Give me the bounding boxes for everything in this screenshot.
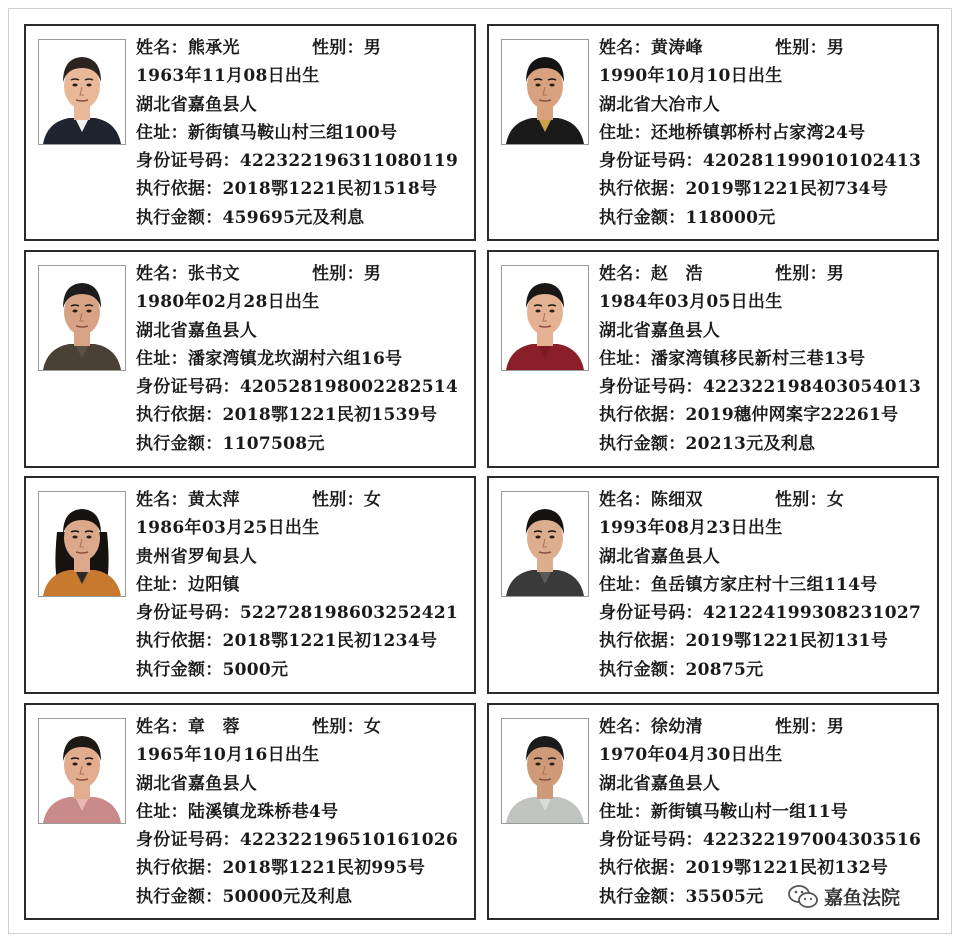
debtor-photo xyxy=(501,39,589,145)
debtor-name: 黄涛峰 xyxy=(650,38,703,58)
enforcement-amount-value: 35505元 xyxy=(685,886,764,907)
portrait-image xyxy=(502,40,588,144)
gender-label: 性别： xyxy=(312,38,364,58)
name-line xyxy=(136,260,466,288)
enforcement-basis-label: 执行依据： xyxy=(136,179,223,200)
debtor-name: 章 蓉 xyxy=(187,717,240,737)
name-label: 姓名： xyxy=(599,717,651,737)
gender-group xyxy=(312,486,381,514)
birth-date-line xyxy=(599,288,929,316)
debtor-name: 熊承光 xyxy=(187,38,240,58)
enforcement-amount-line xyxy=(136,204,466,232)
enforcement-amount-value: 459695元及利息 xyxy=(222,207,365,228)
enforcement-basis-label: 执行依据： xyxy=(136,631,223,652)
id-number-value: 422322197004303516 xyxy=(702,830,922,851)
name-line xyxy=(136,486,466,514)
enforcement-amount-label: 执行金额： xyxy=(136,659,223,680)
birth-date-line xyxy=(599,62,929,90)
address-line xyxy=(599,571,929,599)
address-label: 住址： xyxy=(599,122,651,143)
watermark xyxy=(788,883,900,910)
id-number-label: 身份证号码： xyxy=(599,151,703,172)
debtor-gender: 男 xyxy=(363,264,382,284)
portrait-image xyxy=(39,40,125,144)
enforcement-amount-line xyxy=(136,883,466,911)
debtor-card xyxy=(487,24,939,241)
birth-date-value: 1965年10月16日出生 xyxy=(136,745,320,766)
native-place-value: 湖北省大冶市人 xyxy=(599,94,721,115)
debtor-photo xyxy=(501,491,589,597)
native-place-line xyxy=(136,91,466,119)
enforcement-amount-line xyxy=(599,430,929,458)
debtor-name: 徐幼清 xyxy=(650,717,703,737)
id-number-label: 身份证号码： xyxy=(136,151,240,172)
debtor-card xyxy=(24,24,476,241)
name-line xyxy=(136,713,466,741)
debtor-info xyxy=(599,713,929,911)
debtor-gender: 女 xyxy=(363,490,382,510)
native-place-value: 湖北省嘉鱼县人 xyxy=(599,773,721,794)
id-number-line xyxy=(136,826,466,854)
address-label: 住址： xyxy=(136,574,188,595)
native-place-value: 湖北省嘉鱼县人 xyxy=(136,320,258,341)
enforcement-basis-value: 2019鄂1221民初131号 xyxy=(685,631,889,652)
enforcement-amount-line xyxy=(599,204,929,232)
enforcement-amount-label: 执行金额： xyxy=(136,207,223,228)
address-value: 新街镇马鞍山村一组11号 xyxy=(650,801,849,822)
id-number-line xyxy=(599,599,929,627)
name-label: 姓名： xyxy=(136,490,188,510)
enforcement-amount-value: 20875元 xyxy=(685,659,764,680)
enforcement-amount-value: 1107508元 xyxy=(222,433,325,454)
id-number-value: 421224199308231027 xyxy=(702,603,922,624)
native-place-line xyxy=(136,317,466,345)
name-label: 姓名： xyxy=(599,490,651,510)
id-number-value: 420281199010102413 xyxy=(702,151,922,172)
enforcement-basis-value: 2019鄂1221民初132号 xyxy=(685,858,889,879)
gender-label: 性别： xyxy=(775,717,827,737)
id-number-line xyxy=(599,826,929,854)
enforcement-basis-value: 2018鄂1221民初995号 xyxy=(222,858,426,879)
portrait-image xyxy=(39,719,125,823)
gender-group xyxy=(775,486,844,514)
name-line xyxy=(599,34,929,62)
enforcement-basis-line xyxy=(136,175,466,203)
enforcement-basis-line xyxy=(136,854,466,882)
address-value: 还地桥镇郭桥村占家湾24号 xyxy=(650,122,866,143)
native-place-value: 湖北省嘉鱼县人 xyxy=(599,546,721,567)
debtor-info xyxy=(136,713,466,911)
gender-label: 性别： xyxy=(775,38,827,58)
birth-date-value: 1986年03月25日出生 xyxy=(136,518,320,539)
address-label: 住址： xyxy=(599,348,651,369)
enforcement-basis-value: 2018鄂1221民初1234号 xyxy=(222,631,438,652)
debtor-card xyxy=(24,703,476,920)
enforcement-amount-label: 执行金额： xyxy=(136,886,223,907)
gender-label: 性别： xyxy=(312,717,364,737)
enforcement-amount-label: 执行金额： xyxy=(136,433,223,454)
id-number-label: 身份证号码： xyxy=(599,377,703,398)
enforcement-basis-label: 执行依据： xyxy=(136,405,223,426)
birth-date-line xyxy=(599,741,929,769)
gender-group xyxy=(775,713,844,741)
birth-date-value: 1980年02月28日出生 xyxy=(136,292,320,313)
enforcement-basis-line xyxy=(136,401,466,429)
native-place-line xyxy=(599,317,929,345)
gender-label: 性别： xyxy=(312,264,364,284)
birth-date-value: 1984年03月05日出生 xyxy=(599,292,783,313)
id-number-label: 身份证号码： xyxy=(599,603,703,624)
birth-date-value: 1963年11月08日出生 xyxy=(136,66,320,87)
portrait-image xyxy=(39,492,125,596)
native-place-value: 贵州省罗甸县人 xyxy=(136,546,258,567)
birth-date-line xyxy=(136,62,466,90)
address-value: 陆溪镇龙珠桥巷4号 xyxy=(187,801,339,822)
debtor-gender: 女 xyxy=(363,717,382,737)
gender-group xyxy=(775,34,844,62)
native-place-line xyxy=(136,770,466,798)
debtor-card xyxy=(487,476,939,694)
name-label: 姓名： xyxy=(599,264,651,284)
debtor-gender: 男 xyxy=(826,717,845,737)
gender-group xyxy=(775,260,844,288)
id-number-value: 422322198403054013 xyxy=(702,377,922,398)
name-label: 姓名： xyxy=(136,264,188,284)
address-value: 潘家湾镇龙坎湖村六组16号 xyxy=(187,348,403,369)
enforcement-basis-line xyxy=(599,854,929,882)
address-line xyxy=(599,345,929,373)
debtor-card xyxy=(487,250,939,468)
id-number-line xyxy=(136,373,466,401)
debtor-photo xyxy=(38,39,126,145)
debtor-gender: 男 xyxy=(826,264,845,284)
enforcement-amount-value: 118000元 xyxy=(685,207,776,228)
debtor-name: 黄太萍 xyxy=(187,490,240,510)
portrait-image xyxy=(502,719,588,823)
native-place-value: 湖北省嘉鱼县人 xyxy=(599,320,721,341)
enforcement-amount-line xyxy=(136,656,466,684)
id-number-label: 身份证号码： xyxy=(136,830,240,851)
enforcement-basis-line xyxy=(599,175,929,203)
birth-date-value: 1990年10月10日出生 xyxy=(599,66,783,87)
debtor-name: 张书文 xyxy=(187,264,240,284)
address-label: 住址： xyxy=(599,801,651,822)
name-label: 姓名： xyxy=(599,38,651,58)
enforcement-basis-label: 执行依据： xyxy=(599,405,686,426)
debtor-photo xyxy=(38,718,126,824)
id-number-line xyxy=(136,599,466,627)
enforcement-amount-line xyxy=(599,656,929,684)
debtor-name: 赵 浩 xyxy=(650,264,703,284)
id-number-label: 身份证号码： xyxy=(136,377,240,398)
id-number-value: 422322196311080119 xyxy=(239,151,459,172)
debtor-photo xyxy=(501,718,589,824)
native-place-line xyxy=(136,543,466,571)
enforcement-basis-label: 执行依据： xyxy=(599,858,686,879)
enforcement-amount-label: 执行金额： xyxy=(599,659,686,680)
enforcement-basis-label: 执行依据： xyxy=(599,631,686,652)
address-value: 潘家湾镇移民新村三巷13号 xyxy=(650,348,866,369)
debtor-card xyxy=(24,250,476,468)
address-label: 住址： xyxy=(599,574,651,595)
id-number-value: 420528198002282514 xyxy=(239,377,459,398)
debtor-info xyxy=(599,34,929,232)
address-line xyxy=(136,345,466,373)
debtor-info xyxy=(136,260,466,458)
name-line xyxy=(599,713,929,741)
name-label: 姓名： xyxy=(136,38,188,58)
gender-label: 性别： xyxy=(775,264,827,284)
debtor-photo xyxy=(38,265,126,371)
debtor-gender: 男 xyxy=(363,38,382,58)
address-label: 住址： xyxy=(136,122,188,143)
gender-group xyxy=(312,260,381,288)
debtor-photo xyxy=(38,491,126,597)
enforcement-basis-line xyxy=(599,627,929,655)
address-line xyxy=(136,119,466,147)
address-line xyxy=(599,119,929,147)
address-value: 边阳镇 xyxy=(187,574,240,595)
portrait-image xyxy=(502,266,588,370)
id-number-value: 422322196510161026 xyxy=(239,830,459,851)
debtor-info xyxy=(136,34,466,232)
birth-date-line xyxy=(136,514,466,542)
birth-date-value: 1970年04月30日出生 xyxy=(599,745,783,766)
address-label: 住址： xyxy=(136,801,188,822)
enforcement-basis-value: 2018鄂1221民初1518号 xyxy=(222,179,438,200)
gender-label: 性别： xyxy=(312,490,364,510)
enforcement-basis-line xyxy=(599,401,929,429)
enforcement-amount-label: 执行金额： xyxy=(599,207,686,228)
debtor-info xyxy=(136,486,466,684)
enforcement-amount-value: 20213元及利息 xyxy=(685,433,816,454)
debtor-gender: 男 xyxy=(826,38,845,58)
id-number-label: 身份证号码： xyxy=(136,603,240,624)
wechat-icon xyxy=(788,884,818,910)
enforcement-basis-value: 2018鄂1221民初1539号 xyxy=(222,405,438,426)
enforcement-basis-label: 执行依据： xyxy=(599,179,686,200)
address-line xyxy=(599,798,929,826)
enforcement-amount-line xyxy=(136,430,466,458)
birth-date-line xyxy=(136,288,466,316)
portrait-image xyxy=(39,266,125,370)
enforcement-amount-label: 执行金额： xyxy=(599,886,686,907)
enforcement-amount-label: 执行金额： xyxy=(599,433,686,454)
address-label: 住址： xyxy=(136,348,188,369)
native-place-line xyxy=(599,770,929,798)
name-line xyxy=(599,260,929,288)
enforcement-amount-value: 50000元及利息 xyxy=(222,886,353,907)
id-number-line xyxy=(599,147,929,175)
debtor-card xyxy=(24,476,476,694)
debtor-photo xyxy=(501,265,589,371)
enforcement-basis-value: 2019鄂1221民初734号 xyxy=(685,179,889,200)
native-place-value: 湖北省嘉鱼县人 xyxy=(136,773,258,794)
address-line xyxy=(136,571,466,599)
birth-date-value: 1993年08月23日出生 xyxy=(599,518,783,539)
gender-group xyxy=(312,34,381,62)
enforcement-amount-value: 5000元 xyxy=(222,659,289,680)
address-line xyxy=(136,798,466,826)
address-value: 鱼岳镇方家庄村十三组114号 xyxy=(650,574,878,595)
portrait-image xyxy=(502,492,588,596)
enforcement-basis-line xyxy=(136,627,466,655)
name-label: 姓名： xyxy=(136,717,188,737)
birth-date-line xyxy=(136,741,466,769)
id-number-value: 522728198603252421 xyxy=(239,603,459,624)
gender-label: 性别： xyxy=(775,490,827,510)
debtor-info xyxy=(599,486,929,684)
id-number-line xyxy=(599,373,929,401)
enforcement-basis-value: 2019穗仲网案字22261号 xyxy=(685,405,899,426)
enforcement-basis-label: 执行依据： xyxy=(136,858,223,879)
gender-group xyxy=(312,713,381,741)
native-place-line xyxy=(599,91,929,119)
debtor-info xyxy=(599,260,929,458)
name-line xyxy=(136,34,466,62)
name-line xyxy=(599,486,929,514)
watermark-text: 嘉鱼法院 xyxy=(824,887,901,909)
id-number-label: 身份证号码： xyxy=(599,830,703,851)
debtor-gender: 女 xyxy=(826,490,845,510)
birth-date-line xyxy=(599,514,929,542)
id-number-line xyxy=(136,147,466,175)
native-place-value: 湖北省嘉鱼县人 xyxy=(136,94,258,115)
debtor-name: 陈细双 xyxy=(650,490,703,510)
address-value: 新街镇马鞍山村三组100号 xyxy=(187,122,398,143)
native-place-line xyxy=(599,543,929,571)
